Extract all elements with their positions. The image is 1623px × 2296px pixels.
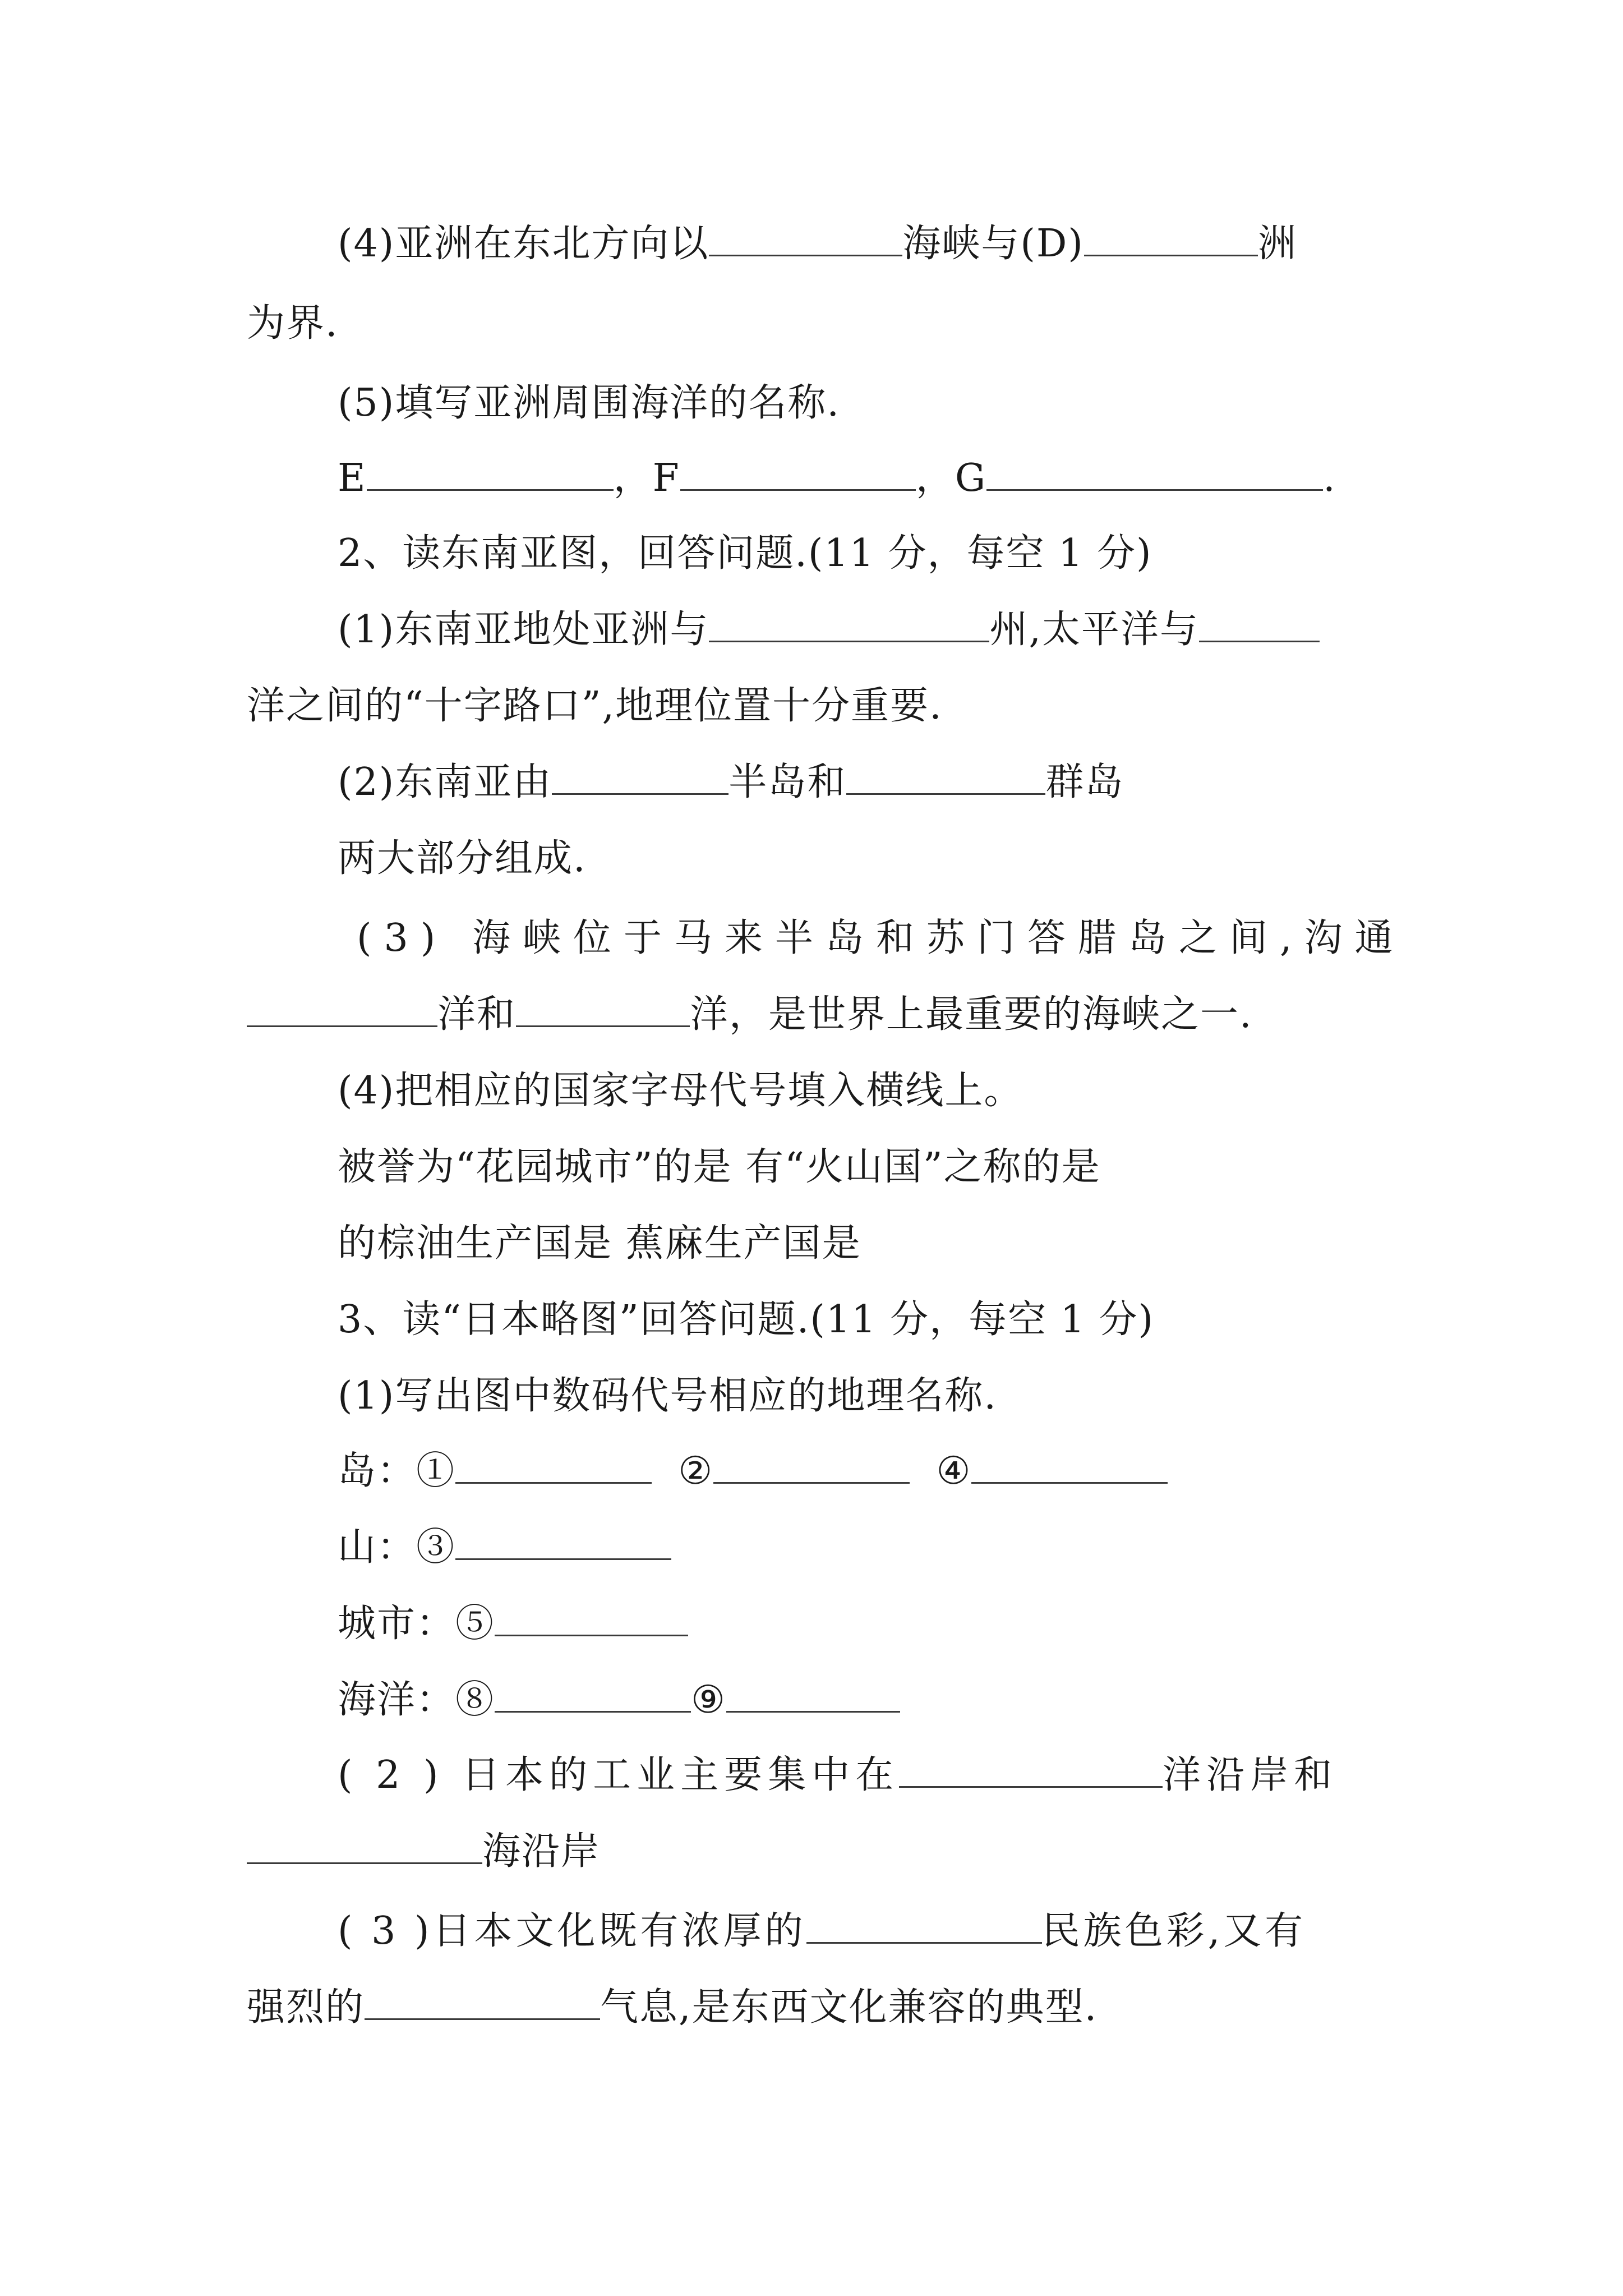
q3-part2-text-b: 洋沿岸和 <box>1163 1753 1338 1797</box>
q3-part3-text-d: 气息,是东西文化兼容的典型. <box>600 1985 1098 2030</box>
q1-part4-line <box>338 219 1297 269</box>
q3-island-4-blank[interactable] <box>971 1447 1168 1484</box>
q3-mountain-line <box>338 1522 671 1573</box>
q2-part1-text-c: 洋之间的“十字路口”,地理位置十分重要. <box>247 684 943 728</box>
q3-ocean-line <box>338 1675 900 1726</box>
q1-part5-text: (5)填写亚洲周围海洋的名称. <box>338 381 840 425</box>
q2-part4-line-2 <box>338 1142 1101 1193</box>
q1-ocean-f-blank[interactable] <box>680 454 916 491</box>
q2-part2-text-b: 半岛和 <box>728 760 847 804</box>
q1-part4-text-d: 为界. <box>247 301 339 346</box>
q3-part3-line <box>338 1906 1306 1957</box>
q2-part1-text-a: (1)东南亚地处亚洲与 <box>338 608 709 652</box>
q2-part2-text-c: 群岛 <box>1045 760 1124 804</box>
q1-part4-text-a: (4)亚洲在东北方向以 <box>338 222 709 266</box>
q3-part1-line <box>338 1371 997 1421</box>
q2-part3-text-b: 洋和 <box>437 992 517 1037</box>
q2-part4-line-3 <box>338 1218 861 1269</box>
q1-ocean-e-blank[interactable] <box>367 454 614 491</box>
q2-part2-line-2 <box>338 834 587 884</box>
q3-mountain-label: 山：③ <box>338 1525 456 1570</box>
q2-part3-line-2 <box>247 990 1253 1040</box>
q3-industry-sea-blank[interactable] <box>247 1828 482 1864</box>
q3-marker-4: ④ <box>936 1449 972 1493</box>
q3-islands-line <box>338 1446 1168 1497</box>
q3-part3-line-2 <box>247 1982 1098 2033</box>
q3-title-text: 3、读“日本略图”回答问题.(11 分，每空 1 分) <box>338 1297 1155 1342</box>
q2-part4-text-l2: 的棕油生产国是 蕉麻生产国是 <box>338 1221 861 1266</box>
q1-oceans-line <box>338 453 1336 504</box>
q2-part2-line <box>338 757 1124 808</box>
q3-part2-text-a: ( 2 ) 日本的工业主要集中在 <box>338 1753 900 1797</box>
q3-city-line <box>338 1599 688 1649</box>
q3-city-label: 城市：⑤ <box>338 1602 495 1646</box>
q1-part4-line-2 <box>247 298 339 349</box>
q1-label-e: E <box>338 456 367 500</box>
q2-part2-text-d: 两大部分组成. <box>338 836 587 881</box>
q3-ocean-label: 海洋：⑧ <box>338 1678 495 1722</box>
q3-part2-text-c: 海沿岸 <box>482 1829 601 1874</box>
q2-part1-line-2 <box>247 681 943 731</box>
q3-part1-text: (1)写出图中数码代号相应的地理名称. <box>338 1374 997 1418</box>
q1-continent-d-blank[interactable] <box>1084 220 1258 256</box>
q2-ocean-1-blank[interactable] <box>247 991 437 1027</box>
q2-part3-line <box>357 913 1405 964</box>
q3-marker-2: ② <box>678 1449 714 1493</box>
q2-ocean-2-blank[interactable] <box>516 991 690 1027</box>
q1-strait-blank[interactable] <box>709 220 902 256</box>
q3-island-1-blank[interactable] <box>455 1447 652 1484</box>
q2-continent-blank[interactable] <box>709 606 989 642</box>
q1-part5-line <box>338 378 840 429</box>
q2-part4-text-l1: 被誉为“花园城市”的是 有“火山国”之称的是 <box>338 1145 1101 1189</box>
q3-island-label: 岛：① <box>338 1449 456 1493</box>
q3-title <box>338 1295 1154 1345</box>
q2-part4-text: (4)把相应的国家字母代号填入横线上。 <box>338 1069 1023 1113</box>
q3-part3-text-b: 民族色彩,又有 <box>1041 1909 1307 1953</box>
q3-mountain-3-blank[interactable] <box>455 1524 671 1560</box>
q3-modern-blank[interactable] <box>365 1984 600 2020</box>
q3-ocean-8-blank[interactable] <box>495 1676 691 1713</box>
q2-peninsula-blank[interactable] <box>552 758 728 795</box>
q3-part2-line-2 <box>247 1826 600 1877</box>
q3-marker-9: ⑨ <box>691 1678 726 1722</box>
q2-part4-line <box>338 1066 1023 1116</box>
q3-ocean-9-blank[interactable] <box>726 1676 900 1713</box>
q3-part2-line <box>338 1750 1338 1801</box>
q3-part3-text-c: 强烈的 <box>247 1985 365 2030</box>
q3-ethnic-blank[interactable] <box>806 1907 1042 1944</box>
q3-city-5-blank[interactable] <box>495 1600 688 1636</box>
q2-ocean-blank[interactable] <box>1199 606 1320 642</box>
q2-part3-text-c: 洋，是世界上最重要的海峡之一. <box>690 992 1253 1037</box>
q2-title-text: 2、读东南亚图，回答问题.(11 分，每空 1 分) <box>338 531 1152 576</box>
q2-title <box>338 528 1152 579</box>
q2-part3-text-a: (3) 海峡位于马来半岛和苏门答腊岛之间,沟通 <box>357 916 1405 960</box>
q2-part2-text-a: (2)东南亚由 <box>338 760 552 804</box>
q1-part4-text-b: 海峡与(D) <box>902 222 1084 266</box>
q1-label-f: ，F <box>613 456 680 500</box>
q1-ocean-g-blank[interactable] <box>986 454 1323 491</box>
q3-island-2-blank[interactable] <box>713 1447 910 1484</box>
q1-part4-text-c: 洲 <box>1257 222 1297 266</box>
q2-part1-line <box>338 605 1320 655</box>
q1-end-period: . <box>1323 456 1336 500</box>
q3-industry-ocean-blank[interactable] <box>899 1751 1163 1788</box>
q3-part3-text-a: ( 3 )日本文化既有浓厚的 <box>338 1909 806 1953</box>
q1-label-g: ，G <box>915 456 987 500</box>
q2-part1-text-b: 州,太平洋与 <box>989 608 1199 652</box>
q2-archipelago-blank[interactable] <box>846 758 1045 795</box>
